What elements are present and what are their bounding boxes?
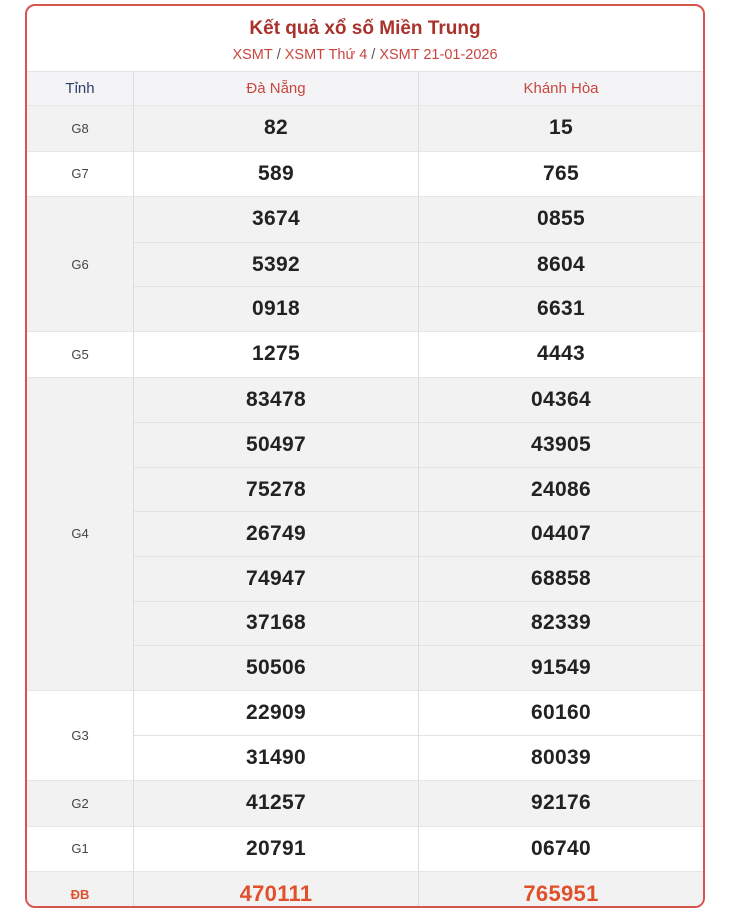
prize-label: G5 (27, 332, 134, 377)
khanh-hoa-column (418, 872, 703, 908)
result-number: 75278 (134, 467, 418, 512)
khanh-hoa-column (418, 827, 703, 872)
prize-values (134, 378, 703, 690)
result-number: 60160 (531, 701, 591, 725)
result-number: 31490 (134, 735, 418, 780)
prize-label: ĐB (27, 872, 134, 908)
da-nang-column (134, 781, 418, 826)
special-prize-number: 470111 (239, 881, 313, 907)
page-title: Kết quả xổ số Miền Trung (249, 18, 481, 39)
breadcrumb-link-xsmt[interactable]: XSMT (232, 47, 273, 63)
breadcrumb-link-weekday[interactable]: XSMT Thứ 4 (284, 47, 368, 63)
special-prize-number: 765951 (523, 881, 599, 907)
prize-values (134, 691, 703, 780)
result-number: 82 (264, 116, 288, 140)
da-nang-column (134, 152, 418, 197)
da-nang-column (134, 332, 418, 377)
result-number: 8604 (419, 242, 703, 287)
da-nang-column (134, 378, 418, 690)
prize-values (134, 197, 703, 331)
result-number: 37168 (134, 601, 418, 646)
prize-label: G3 (27, 691, 134, 780)
da-nang-column (134, 691, 418, 780)
da-nang-column (134, 827, 418, 872)
result-number: 6631 (419, 286, 703, 331)
result-number: 68858 (419, 556, 703, 601)
result-number: 04364 (531, 387, 591, 411)
prize-values (134, 827, 703, 872)
da-nang-column (134, 197, 418, 331)
prize-row-g5 (27, 331, 703, 377)
column-header-da-nang[interactable]: Đà Nẵng (246, 80, 306, 97)
results-table-body (27, 106, 703, 908)
prize-label: G6 (27, 197, 134, 331)
prize-label: G8 (27, 106, 134, 151)
result-number: 43905 (419, 422, 703, 467)
prize-label: G1 (27, 827, 134, 872)
result-number: 22909 (246, 701, 306, 725)
result-number: 24086 (419, 467, 703, 512)
result-number: 83478 (246, 387, 306, 411)
result-number: 50497 (134, 422, 418, 467)
results-header (27, 6, 703, 72)
prize-values (134, 781, 703, 826)
da-nang-column (134, 106, 418, 151)
result-number: 04407 (419, 511, 703, 556)
da-nang-column (134, 872, 418, 908)
prize-row-g2 (27, 780, 703, 826)
result-number: 765 (543, 161, 579, 185)
result-number: 589 (258, 161, 294, 185)
result-number: 80039 (419, 735, 703, 780)
prize-row-g1 (27, 826, 703, 872)
table-header (27, 72, 703, 106)
breadcrumb-link-date[interactable]: XSMT 21-01-2026 (379, 47, 498, 63)
prize-label: G7 (27, 152, 134, 197)
results-card (25, 4, 705, 908)
result-number: 74947 (134, 556, 418, 601)
prize-row-db (27, 871, 703, 908)
result-number: 41257 (246, 791, 306, 815)
result-number: 20791 (246, 836, 306, 860)
khanh-hoa-column (418, 378, 703, 690)
khanh-hoa-column (418, 106, 703, 151)
prize-row-g6 (27, 196, 703, 331)
result-number: 4443 (537, 342, 585, 366)
result-number: 15 (549, 116, 573, 140)
prize-row-g8 (27, 106, 703, 151)
result-number: 0855 (537, 207, 585, 231)
prize-values (134, 152, 703, 197)
prize-values (134, 106, 703, 151)
result-number: 0918 (134, 286, 418, 331)
khanh-hoa-column (418, 332, 703, 377)
result-number: 3674 (252, 207, 300, 231)
result-number: 92176 (531, 791, 591, 815)
khanh-hoa-column (418, 197, 703, 331)
result-number: 06740 (531, 836, 591, 860)
khanh-hoa-column (418, 781, 703, 826)
prize-label: G4 (27, 378, 134, 690)
result-number: 1275 (252, 342, 300, 366)
prize-values (134, 872, 703, 908)
prize-label: G2 (27, 781, 134, 826)
breadcrumb (27, 46, 703, 64)
prize-values (134, 332, 703, 377)
result-number: 82339 (419, 601, 703, 646)
khanh-hoa-column (418, 152, 703, 197)
column-header-khanh-hoa[interactable]: Khánh Hòa (418, 72, 703, 105)
column-header-province: Tỉnh (27, 72, 134, 105)
result-number: 91549 (419, 645, 703, 690)
result-number: 5392 (134, 242, 418, 287)
khanh-hoa-column (418, 691, 703, 780)
result-number: 50506 (134, 645, 418, 690)
result-number: 26749 (134, 511, 418, 556)
prize-row-g3 (27, 690, 703, 780)
breadcrumb-separator: / (371, 47, 376, 63)
breadcrumb-separator: / (276, 47, 281, 63)
prize-row-g4 (27, 377, 703, 690)
prize-row-g7 (27, 151, 703, 197)
